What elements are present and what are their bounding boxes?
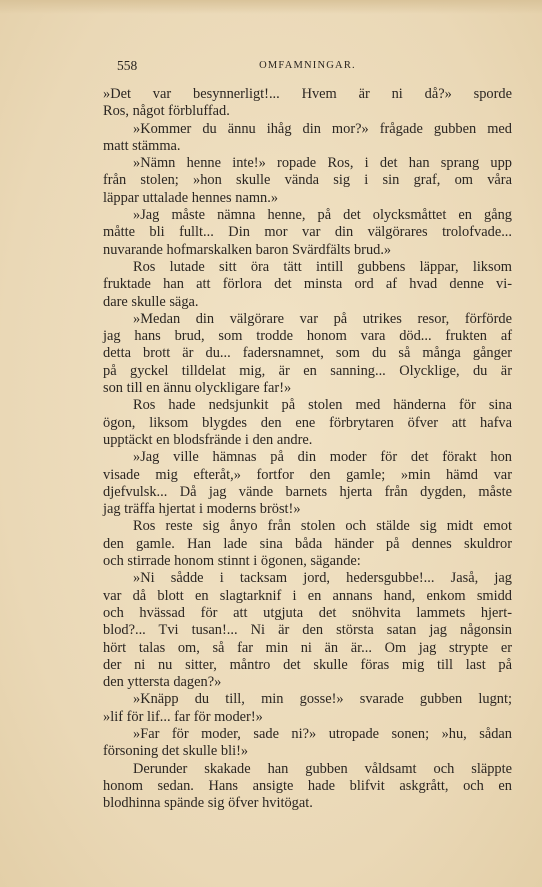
text-line: detta brott är du... fadersnamnet, som du så många gånger <box>103 345 512 362</box>
text-line: nuvarande hofmarskalken baron Svärdfälts brud.» <box>103 241 392 258</box>
text-line: honom sedan. Hans ansigte hade blifvit askgrått, och en <box>103 777 512 794</box>
running-title: OMFAMNINGAR. <box>259 60 356 71</box>
text-line: »Knäpp du till, min gosse!» svarade gubben lugnt; <box>133 691 512 708</box>
text-line: »Jag ville hämnas på din moder för det förakt hon <box>133 449 512 466</box>
text-line: matt stämma. <box>103 137 181 154</box>
text-line: Derunder skakade han gubben våldsamt och släppte <box>133 760 512 777</box>
text-line: »Jag måste nämna henne, på det olycksmåttet en gång <box>133 207 512 224</box>
text-line: jag hans brud, som trodde honom vara död... frukten af <box>103 328 512 345</box>
text-line: hört talas om, så far min ni än är... Om jag strypte er <box>103 639 512 656</box>
text-line: »Far för moder, sade ni?» utropade sonen; »hu, sådan <box>133 725 512 742</box>
text-line: blod?... Tvi tusan!... Ni är den största satan jag någonsin <box>103 622 512 639</box>
page-header <box>103 58 512 78</box>
text-line: och hvässad för att utgjuta det snöhvita lammets hjert- <box>103 604 512 621</box>
text-line: son till en ännu olyckligare far!» <box>103 380 292 397</box>
text-line: blodhinna spände sig öfver hvitögat. <box>103 795 313 812</box>
text-line: Ros hade nedsjunkit på stolen med händerna för sina <box>133 397 512 414</box>
text-line: dare skulle säga. <box>103 293 199 310</box>
text-line: »lif för lif... far för moder!» <box>103 708 263 725</box>
text-line: jag träffa hjertat i moderns bröst!» <box>103 501 301 518</box>
text-line: visade mig efteråt,» fortfor den gamle; »min hämd var <box>103 466 512 483</box>
page-number: 558 <box>117 58 138 73</box>
text-line: var då blott en slagtarknif i en annans hand, enkom smidd <box>103 587 512 604</box>
text-line: »Medan din välgörare var på utrikes resor, förförde <box>133 310 512 327</box>
text-line: Ros reste sig ånyo från stolen och stälde sig midt emot <box>133 518 512 535</box>
text-line: Ros lutade sitt öra tätt intill gubbens läppar, liksom <box>133 258 512 275</box>
text-line: »Kommer du ännu ihåg din mor?» frågade gubben med <box>133 120 512 137</box>
text-line: »Det var besynnerligt!... Hvem är ni då?» sporde <box>103 86 512 102</box>
text-line: »Nämn henne inte!» ropade Ros, i det han sprang upp <box>133 155 512 172</box>
text-line: »Ni sådde i tacksam jord, hedersgubbe!... Jaså, jag <box>133 570 512 587</box>
text-line: och stirrade honom stinnt i ögonen, sägande: <box>103 553 361 570</box>
body-text <box>103 86 512 812</box>
text-line: den gamle. Han lade sina båda händer på dennes skuldror <box>103 535 512 552</box>
text-line: på gyckel tilldelat mig, är en sanning... Olycklige, du är <box>103 362 512 379</box>
text-line: upptäckt en blodsfrände i den andre. <box>103 431 313 448</box>
page-top-edge <box>0 0 542 14</box>
text-line: läppar uttalade hennes namn.» <box>103 189 279 206</box>
text-line: fruktade han att förlora det minsta ord af hvad denne vi- <box>103 276 512 293</box>
text-line: djefvulsk... Då jag vände barnets hjerta från dygden, måste <box>103 483 512 500</box>
text-line: försoning det skulle bli!» <box>103 743 249 760</box>
text-line: Ros, något förbluffad. <box>103 103 230 120</box>
text-line: från stolen; »hon skulle vända sig i sin graf, om våra <box>103 172 512 189</box>
text-line: den yttersta dagen?» <box>103 674 222 691</box>
text-line: ögon, liksom blygdes den ene förbrytaren öfver att hafva <box>103 414 512 431</box>
text-line: der ni nu sitter, måntro det skulle föras mig till last på <box>103 656 512 673</box>
text-line: måtte bli fullt... Din mor var din välgörares trolofvade... <box>103 224 512 241</box>
